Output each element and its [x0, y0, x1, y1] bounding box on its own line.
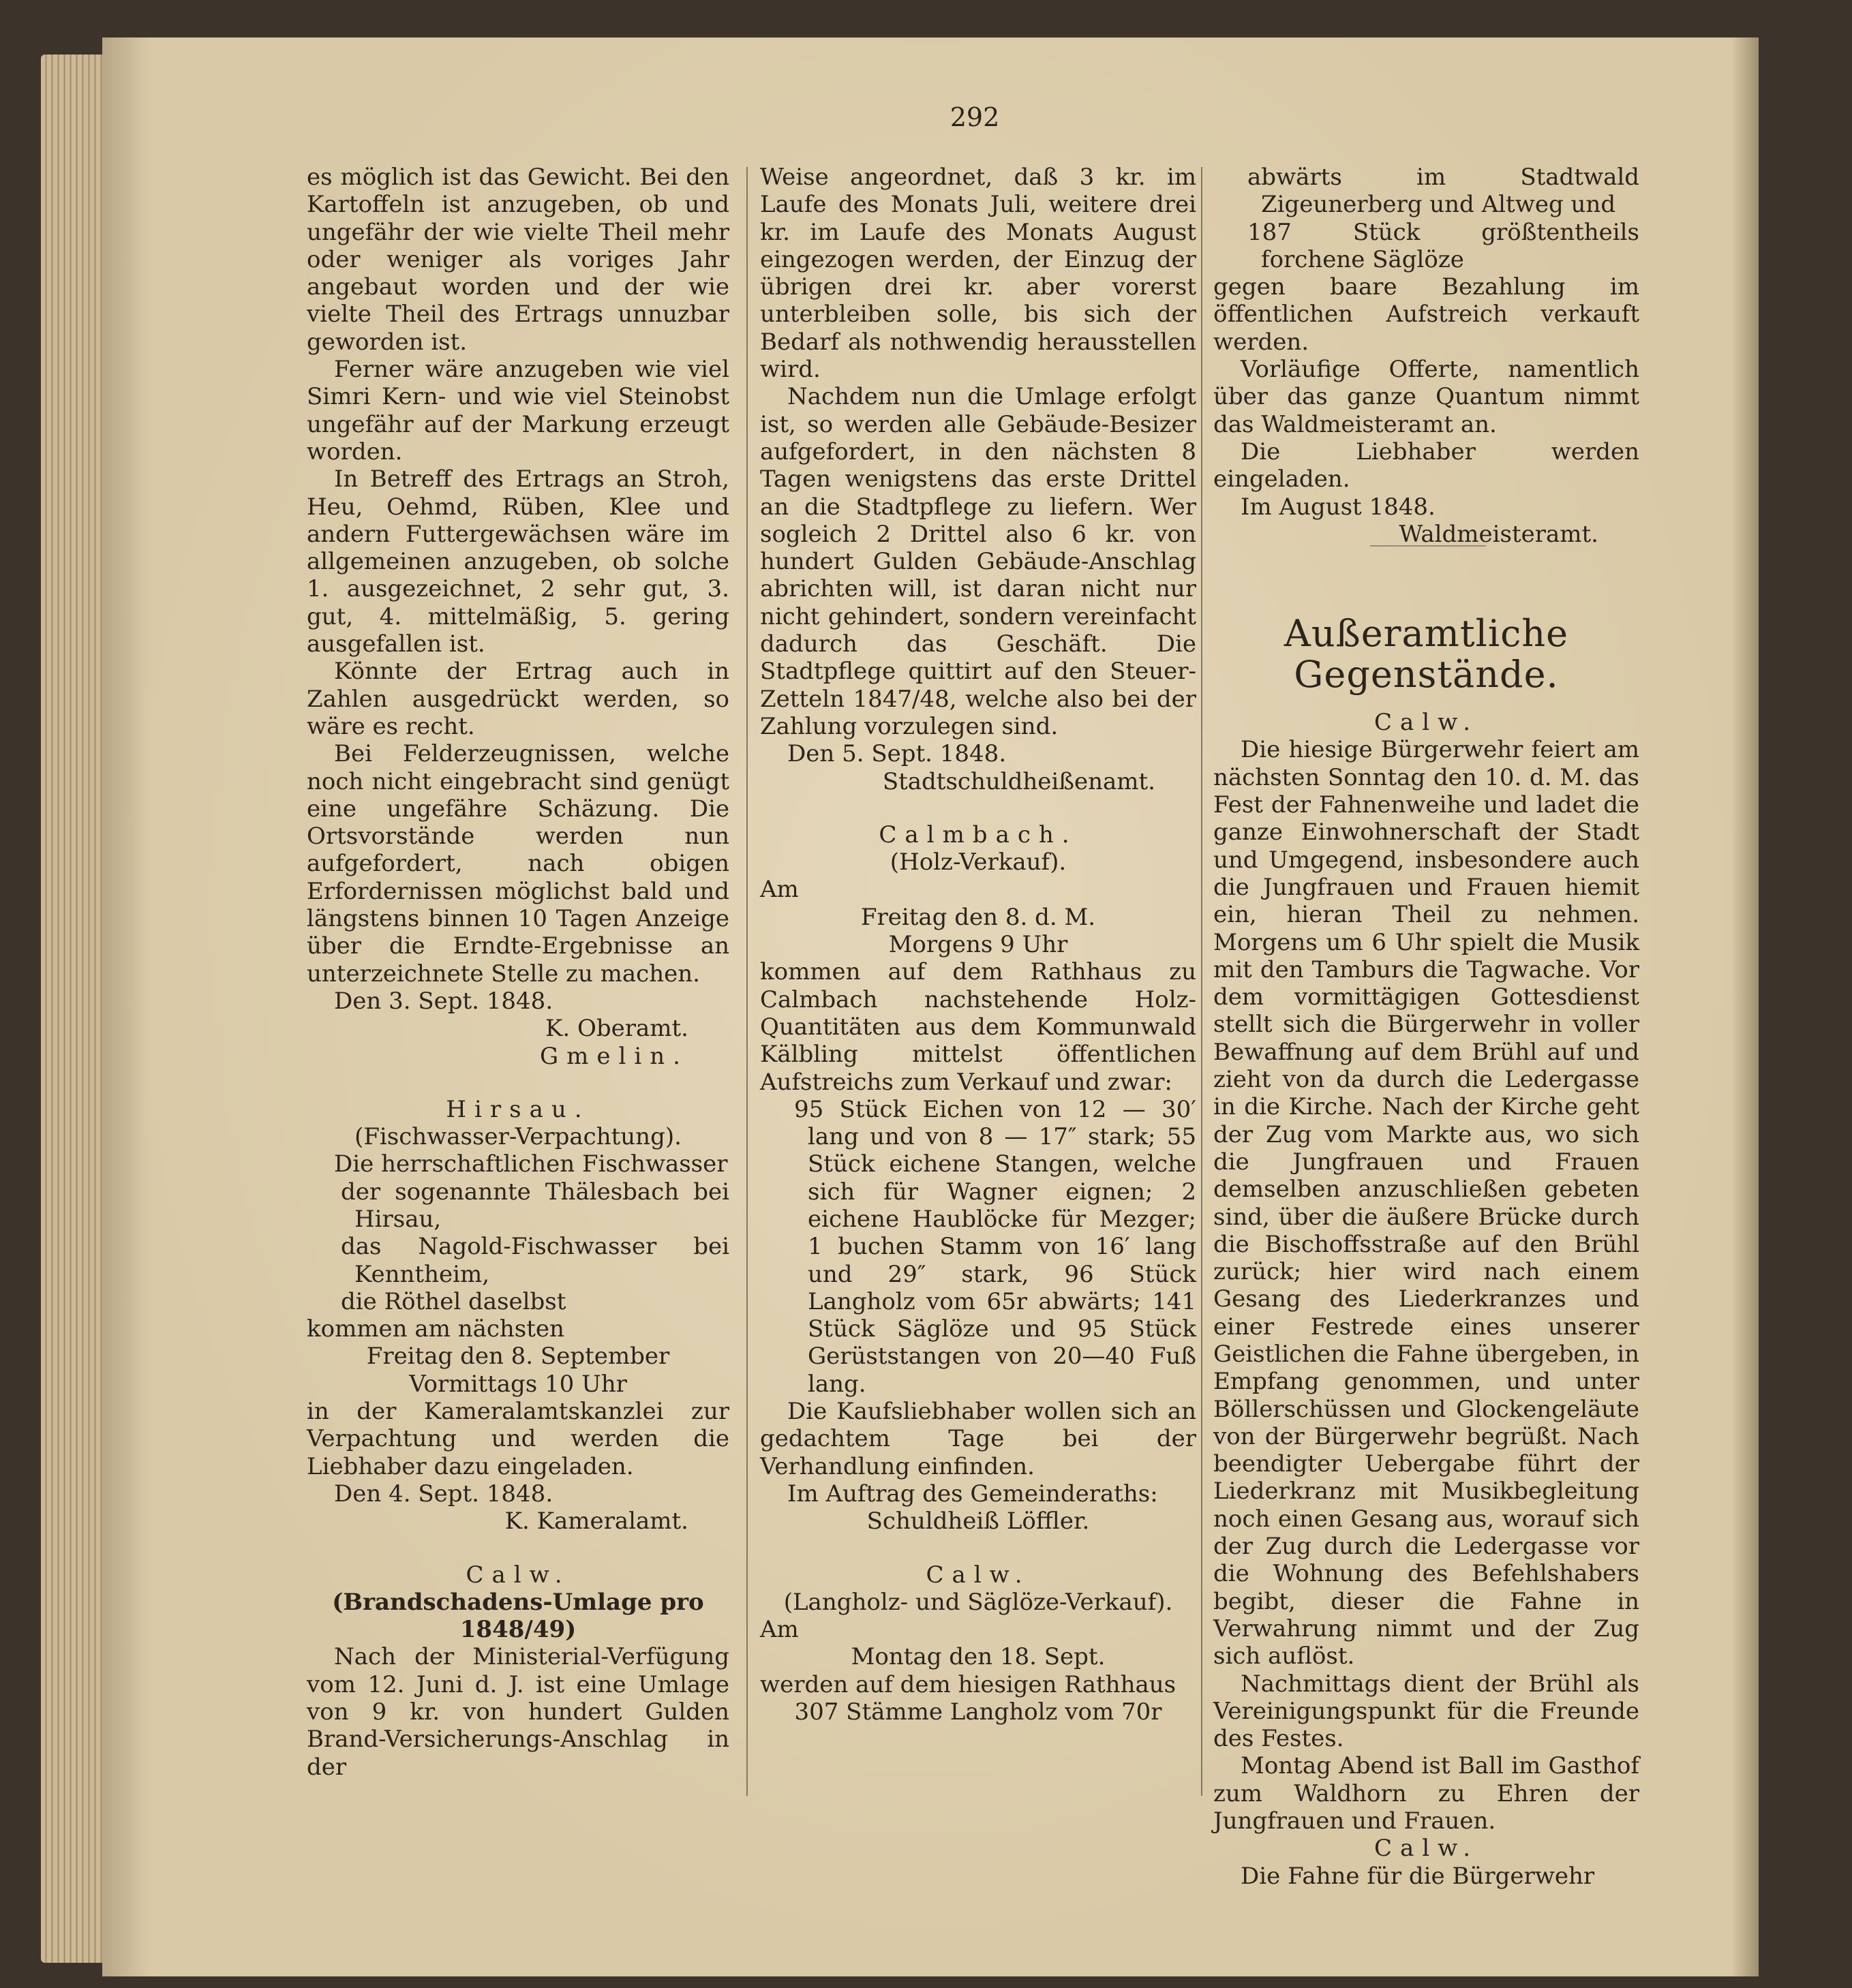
notice-heading: Calw. — [1373, 709, 1479, 737]
time-line: Vormittags 10 Uhr — [409, 1370, 627, 1398]
notice-heading: Calmbach. — [879, 821, 1078, 848]
paragraph: kommen am nächsten — [307, 1315, 564, 1343]
paragraph: Am — [760, 1616, 799, 1644]
time-line: Morgens 9 Uhr — [888, 931, 1068, 959]
paragraph: Weise angeordnet, daß 3 kr. im Laufe des Monats Juli, weitere drei kr. im Laufe des Monats August eingezogen werden, der Einzug der übrigen drei kr. aber vorerst unterbleiben solle, bis sich der Bedarf als nothwendig herausstellen wird. — [760, 164, 1196, 384]
notice-subheading: (Langholz- und Säglöze-Verkauf). — [783, 1588, 1173, 1616]
notice-heading: Calw. — [466, 1561, 571, 1589]
paragraph: Bei Felderzeugnissen, welche noch nicht eingebracht sind genügt eine ungefähre Schäzung. Die Ortsvorstände werden nun aufgefordert, nach obigen Erfordernissen möglichst bald und längstens binnen 10 Tagen Anzeige über die Erndte-Ergebnisse an unterzeichnete Stelle zu machen. — [307, 740, 729, 988]
signature: Gmelin. — [540, 1042, 688, 1070]
list-item: 95 Stück Eichen von 12 — 30′ lang und von 8 — 17″ stark; 55 Stück eichene Stangen, welche sich für Wagner eignen; 2 eichene Haublöcke für Mezger; 1 buchen Stamm von 16′ lang und 29″ stark, 96 Stück Langholz vom 65r abwärts; 141 Stück Säglöze und 95 Stück Gerüststangen von 20—40 Fuß lang. — [794, 1095, 1196, 1398]
page-number: 292 — [950, 102, 1000, 132]
spacer — [307, 1070, 729, 1096]
paragraph: Am — [760, 876, 799, 904]
paragraph: Die Fahne für die Bürgerwehr — [1241, 1862, 1595, 1890]
paragraph: Montag Abend ist Ball im Gasthof zum Waldhorn zu Ehren der Jungfrauen und Frauen. — [1213, 1752, 1639, 1835]
paragraph: Die Kaufsliebhaber wollen sich an gedachtem Tage bei der Verhandlung einfinden. — [760, 1398, 1196, 1480]
paragraph: kommen auf dem Rathhaus zu Calmbach nachstehende Holz-Quantitäten aus dem Kommunwald Kälbling mittelst öffentlichen Aufstreichs zum Verkauf und zwar: — [760, 958, 1196, 1096]
date-line: Freitag den 8. d. M. — [860, 903, 1096, 931]
signature: Stadtschuldheißenamt. — [882, 767, 1155, 795]
paragraph: gegen baare Bezahlung im öffentlichen Aufstreich verkauft werden. — [1213, 273, 1639, 356]
paragraph: In Betreff des Ertrags an Stroh, Heu, Oehmd, Rüben, Klee und andern Futtergewächsen wäre im allgemeinen anzugeben, ob solche 1. ausgezeichnet, 2 sehr gut, 3. gut, 4. mittelmäßig, 5. gering ausgefallen ist. — [307, 465, 729, 658]
list-item: der sogenannte Thälesbach bei Hirsau, — [341, 1178, 729, 1233]
column-3 — [1213, 164, 1639, 1890]
date-line: Den 5. Sept. 1848. — [787, 740, 1007, 768]
paragraph: Nachdem nun die Umlage erfolgt ist, so werden alle Gebäude-Besizer aufgefordert, in den nächsten 8 Tagen wenigstens das erste Drittel an die Stadtpflege zu liefern. Wer sogleich 2 Drittel also 6 kr. von hundert Gulden Gebäude-Anschlag abrichten will, ist daran nicht nur nicht gehindert, sondern vereinfacht dadurch das Geschäft. Die Stadtpflege quittirt auf den Steuer-Zetteln 1847/48, welche also bei der Zahlung vorzulegen sind. — [760, 383, 1196, 740]
paragraph: Im Auftrag des Gemeinderaths: — [787, 1480, 1158, 1508]
paragraph: Nachmittags dient der Brühl als Vereinigungspunkt für die Freunde des Festes. — [1213, 1670, 1639, 1753]
date-line: Im August 1848. — [1241, 493, 1436, 521]
notice-subheading: (Holz-Verkauf). — [890, 848, 1067, 876]
paragraph: Ferner wäre anzugeben wie viel Simri Kern- und wie viel Steinobst ungefähr auf der Markung erzeugt worden. — [307, 356, 729, 465]
signature: K. Kameralamt. — [504, 1508, 688, 1535]
date-line: Montag den 18. Sept. — [851, 1643, 1106, 1671]
signature: Schuldheiß Löffler. — [866, 1508, 1090, 1535]
date-line: Den 3. Sept. 1848. — [334, 987, 553, 1015]
notice-heading: Calw. — [1373, 1835, 1479, 1863]
signature: K. Oberamt. — [545, 1015, 688, 1043]
column-2 — [760, 164, 1196, 1726]
column-rule-left — [746, 167, 748, 1796]
paragraph: Die herrschaftlichen Fischwasser — [334, 1150, 728, 1178]
spacer — [1213, 600, 1639, 613]
notice-heading: Calw. — [926, 1561, 1031, 1589]
paragraph: abwärts im Stadtwald Zigeunerberg und Altweg und — [1247, 164, 1639, 219]
notice-heading: Hirsau. — [446, 1095, 590, 1123]
paragraph: Die Liebhaber werden eingeladen. — [1213, 438, 1639, 493]
notice-subheading: (Brandschadens-Umlage pro 1848/49) — [332, 1588, 704, 1644]
list-item: die Röthel daselbst — [341, 1287, 566, 1315]
spacer — [760, 1535, 1196, 1561]
section-heading: Außeramtliche Gegenstände. — [1284, 612, 1569, 697]
paragraph: Nach der Ministerial-Verfügung vom 12. Juni d. J. ist eine Umlage von 9 kr. von hundert Gulden Brand-Versicherungs-Anschlag in der — [307, 1643, 729, 1781]
list-item: 187 Stück größtentheils forchene Säglöze — [1247, 218, 1639, 273]
column-1 — [307, 164, 729, 1781]
paragraph: 307 Stämme Langholz vom 70r — [794, 1698, 1162, 1726]
date-line: Freitag den 8. September — [366, 1343, 670, 1371]
list-item: das Nagold-Fischwasser bei Kenntheim, — [341, 1233, 729, 1288]
paragraph: Die hiesige Bürgerwehr feiert am nächsten Sonntag den 10. d. M. das Fest der Fahnenweihe und ladet die ganze Einwohnerschaft der Stadt und Umgegend, insbesondere auch die Jungfrauen und Frauen hiemit ein, hieran Theil zu nehmen. Morgens um 6 Uhr spielt die Musik mit den Tamburs die Tagwache. Vor dem vormittägigen Gottesdienst stellt sich die Bürgerwehr in voller Bewaffnung auf dem Brühl auf und zieht von da durch die Ledergasse in die Kirche. Nach der Kirche geht der Zug vom Markte aus, wo sich die Jungfrauen und Frauen demselben anzuschließen gebeten sind, über die äußere Brücke durch die Bischoffsstraße auf den Brühl zurück; hier wird nach einem Gesang des Liederkranzes und einer Festrede eines unserer Geistlichen die Fahne übergeben, in Empfang genommen, und unter Böllerschüssen und Glockengeläute von der Bürgerwehr begrüßt. Nach beendigter Uebergabe führt der Liederkranz mit Musikbegleitung noch einen Gesang aus, worauf sich der Zug durch die Ledergasse vor die Wohnung des Befehlshabers begibt, dieser die Fahne in Verwahrung nimmt und der Zug sich auflöst. — [1213, 736, 1639, 1670]
signature: Waldmeisteramt. — [1399, 520, 1598, 548]
spacer — [1213, 695, 1639, 709]
notice-subheading: (Fischwasser-Verpachtung). — [354, 1123, 682, 1151]
spacer — [307, 1535, 729, 1561]
paragraph: in der Kameralamtskanzlei zur Verpachtung und werden die Liebhaber dazu eingeladen. — [307, 1398, 729, 1480]
spacer — [1213, 548, 1639, 574]
paragraph: Vorläufige Offerte, namentlich über das ganze Quantum nimmt das Waldmeisteramt an. — [1213, 356, 1639, 438]
date-line: Den 4. Sept. 1848. — [334, 1480, 553, 1508]
column-rule-right — [1201, 167, 1202, 1796]
paragraph: werden auf dem hiesigen Rathhaus — [760, 1670, 1177, 1698]
spacer — [1213, 574, 1639, 600]
paragraph: es möglich ist das Gewicht. Bei den Kartoffeln ist anzugeben, ob und ungefähr der wie vielte Theil mehr oder weniger als voriges Jahr angebaut worden und der wie vielte Theil des Ertrags unnuzbar geworden ist. — [307, 164, 729, 356]
paragraph: Könnte der Ertrag auch in Zahlen ausgedrückt werden, so wäre es recht. — [307, 658, 729, 740]
spacer — [760, 795, 1196, 821]
